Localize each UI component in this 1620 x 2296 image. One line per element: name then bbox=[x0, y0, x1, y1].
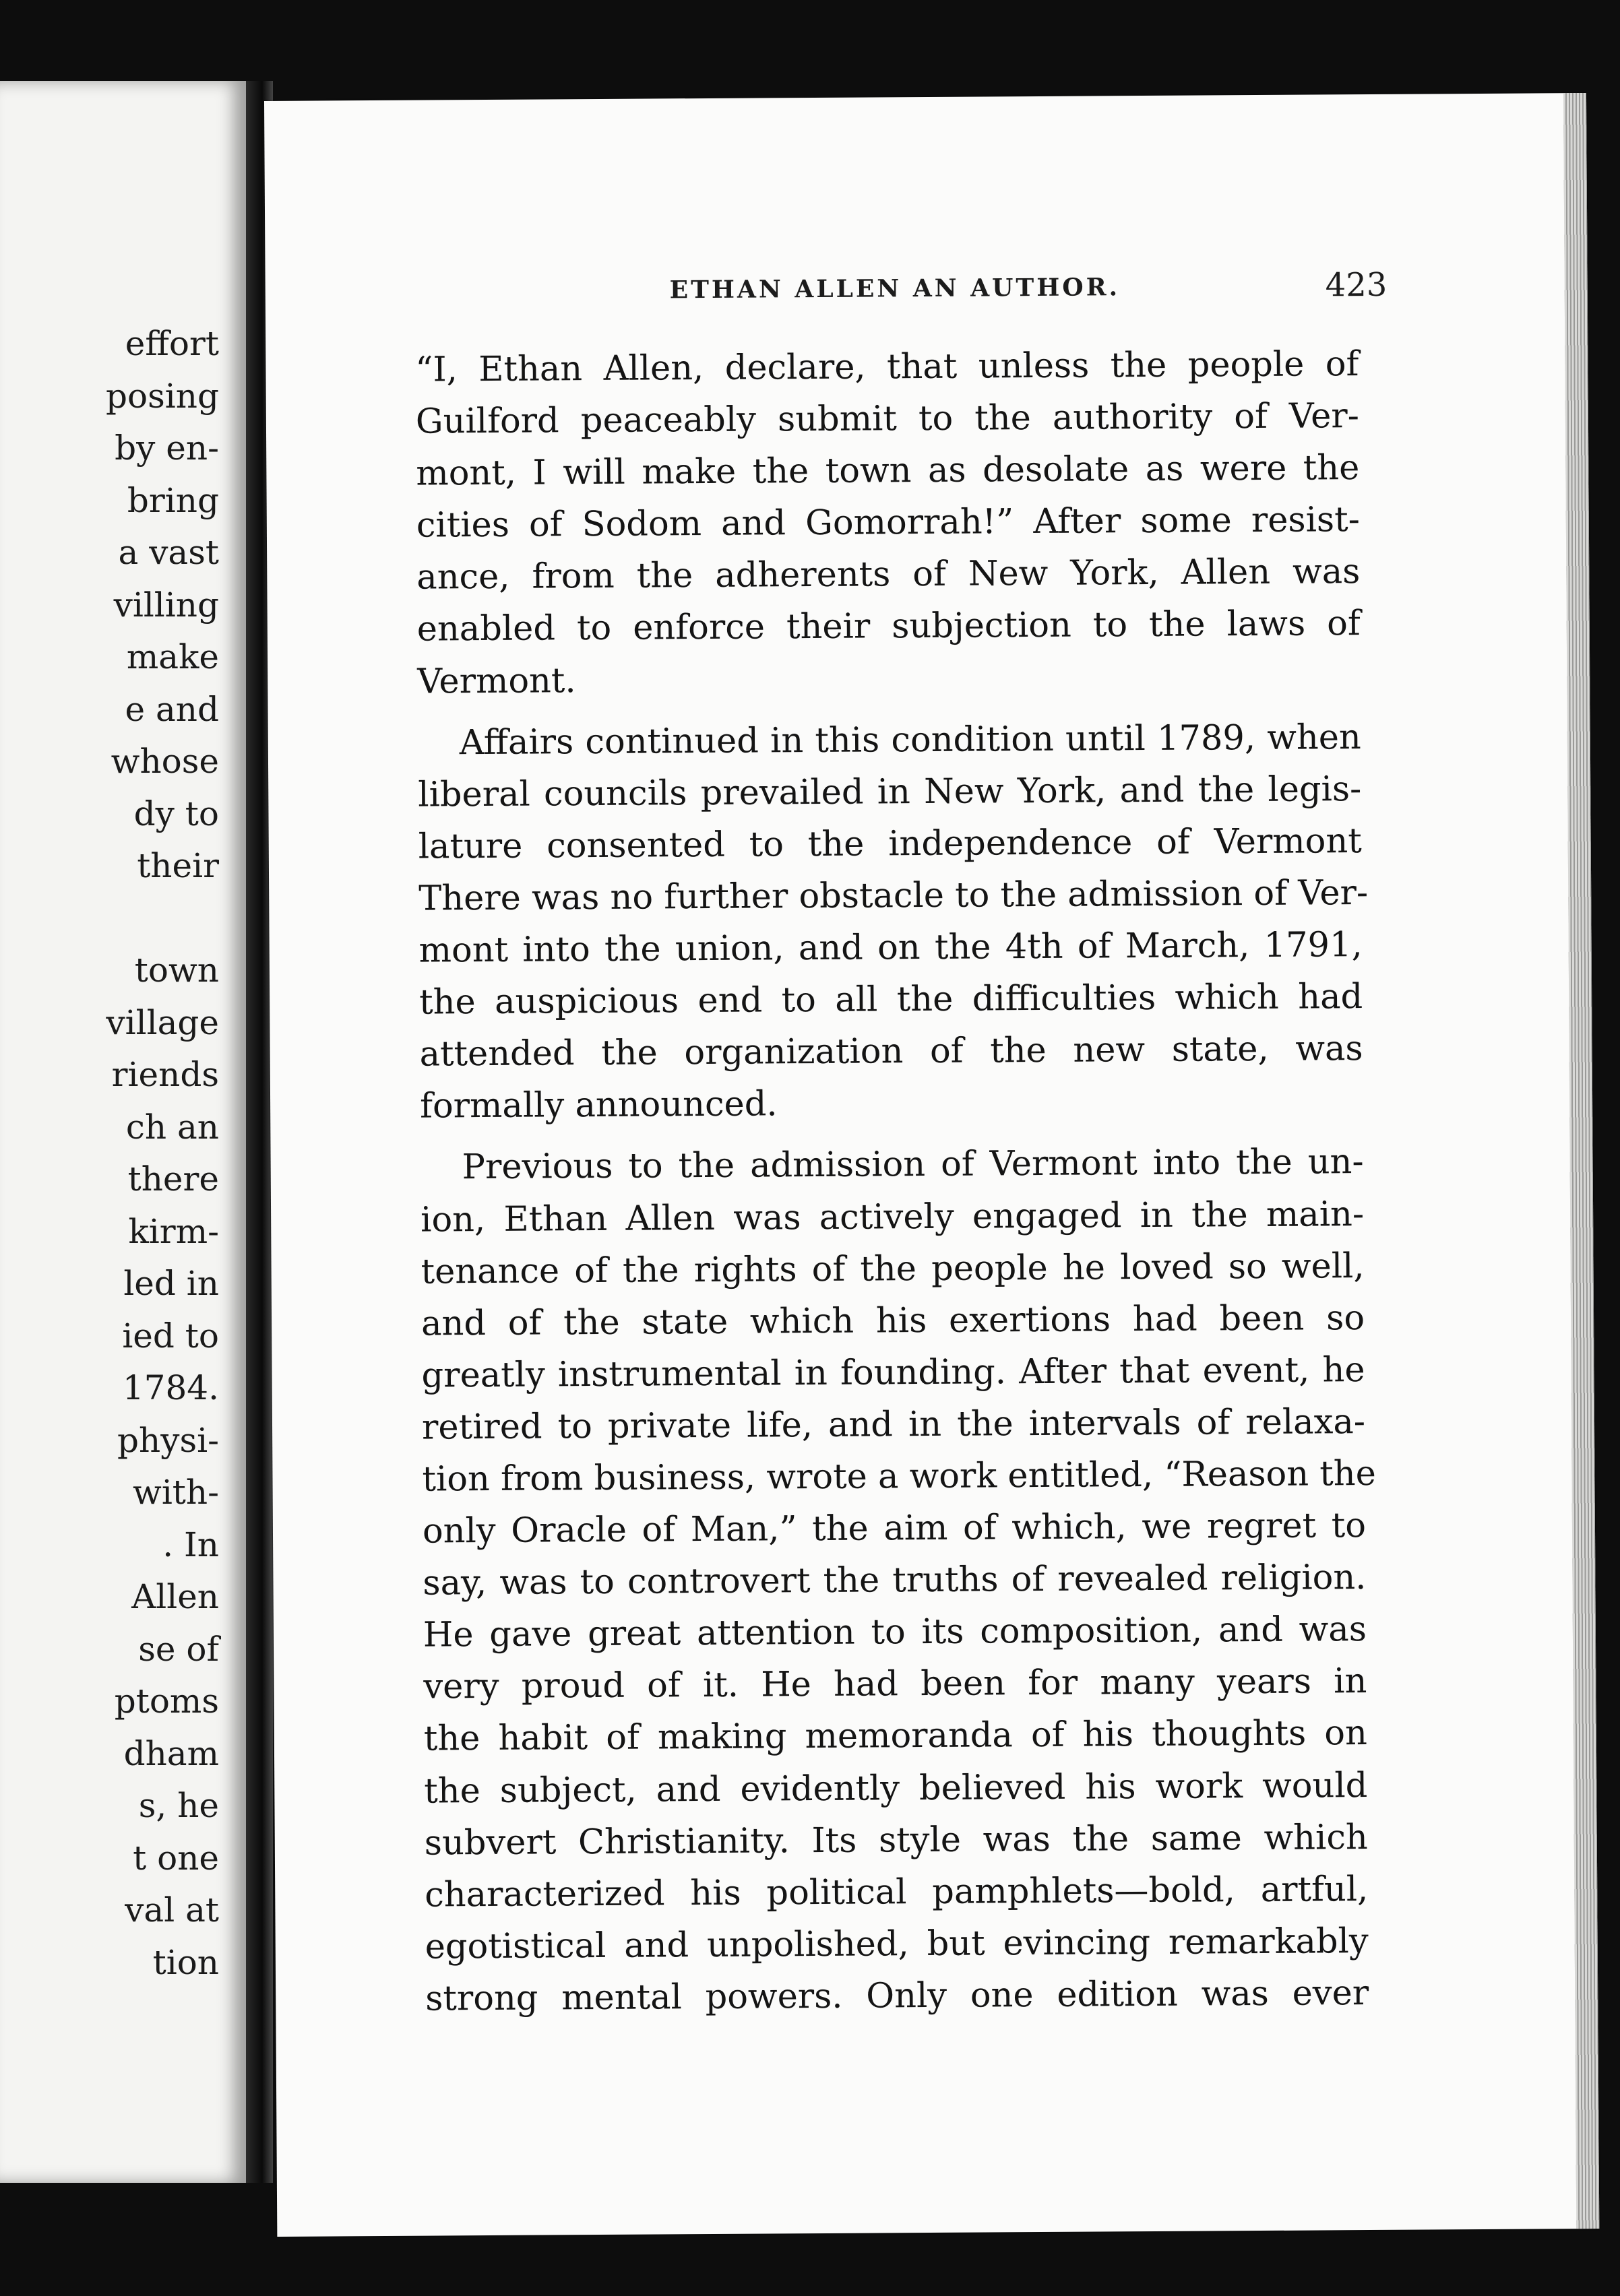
text-line: strong mental powers. Only one edition was ever bbox=[425, 1973, 1369, 2019]
left-line: there bbox=[127, 1159, 219, 1199]
text-line: Vermont. bbox=[417, 660, 576, 702]
left-line: make bbox=[126, 637, 219, 676]
text-line: Affairs continued in this condition until 1789, when bbox=[459, 717, 1361, 763]
left-line: posing bbox=[106, 376, 219, 416]
text-line: the habit of making memoranda of his thoughts on bbox=[423, 1713, 1368, 1760]
text-line: ance, from the adherents of New York, Allen was bbox=[416, 552, 1361, 598]
text-line: He gave great attention to its composition, and was bbox=[423, 1609, 1367, 1655]
left-line: dy to bbox=[133, 794, 219, 833]
left-line: town bbox=[134, 951, 219, 990]
text-line: Guilford peaceably submit to the authority of Ver- bbox=[415, 396, 1360, 442]
text-line: attended the organization of the new state, was bbox=[419, 1029, 1363, 1075]
text-line: tenance of the rights of the people he loved so well, bbox=[420, 1246, 1365, 1292]
left-page bbox=[0, 81, 246, 2183]
text-line: Previous to the admission of Vermont into the un- bbox=[462, 1142, 1364, 1188]
left-line: effort bbox=[125, 324, 219, 363]
left-line: kirm- bbox=[128, 1211, 219, 1251]
left-line: 1784. bbox=[122, 1368, 219, 1407]
text-line: very proud of it. He had been for many years in bbox=[423, 1661, 1367, 1707]
left-line: ptoms bbox=[114, 1682, 219, 1721]
left-line: dham bbox=[123, 1733, 219, 1773]
left-line: a vast bbox=[118, 533, 219, 572]
text-line: ion, Ethan Allen was actively engaged in the main- bbox=[420, 1194, 1365, 1240]
right-page bbox=[264, 93, 1599, 2237]
text-line: enabled to enforce their subjection to the laws of bbox=[416, 604, 1361, 650]
left-line: tion bbox=[152, 1942, 219, 1982]
left-line: riends bbox=[111, 1055, 219, 1094]
running-head bbox=[266, 265, 1588, 319]
text-line: “I, Ethan Allen, declare, that unless the people of bbox=[415, 344, 1359, 390]
text-line: cities of Sodom and Gomorrah!” After some resist- bbox=[416, 500, 1361, 546]
left-line: Allen bbox=[131, 1577, 219, 1616]
left-line: val at bbox=[125, 1890, 219, 1930]
page-edges bbox=[1563, 93, 1599, 2229]
text-line: characterized his political pamphlets—bold, artful, bbox=[425, 1869, 1369, 1915]
left-line: se of bbox=[138, 1629, 219, 1669]
left-line: . In bbox=[162, 1525, 219, 1564]
left-line: bring bbox=[127, 480, 219, 520]
text-line: the subject, and evidently believed his work would bbox=[424, 1765, 1368, 1812]
left-line: s, he bbox=[138, 1786, 219, 1825]
left-line: led in bbox=[123, 1264, 219, 1303]
left-line: with- bbox=[133, 1473, 219, 1512]
text-line: say, was to controvert the truths of revealed religion. bbox=[423, 1558, 1367, 1603]
left-line: whose bbox=[111, 742, 219, 781]
left-line: t one bbox=[133, 1838, 219, 1878]
left-line: by en- bbox=[115, 428, 219, 468]
text-line: lature consented to the independence of Vermont bbox=[418, 821, 1362, 867]
running-head-title: ETHAN ALLEN AN AUTHOR. bbox=[669, 273, 1121, 305]
text-line: mont into the union, and on the 4th of March, 1791, bbox=[418, 925, 1363, 971]
left-line: physi- bbox=[117, 1420, 219, 1460]
left-page-text bbox=[106, 318, 219, 1989]
text-line: only Oracle of Man,” the aim of which, we regret to bbox=[422, 1506, 1367, 1552]
text-line: liberal councils prevailed in New York, and the legis- bbox=[418, 769, 1362, 815]
text-line: formally announced. bbox=[419, 1084, 778, 1126]
text-line: egotistical and unpolished, but evincing remarkably bbox=[425, 1921, 1369, 1967]
text-line: subvert Christianity. Its style was the same which bbox=[424, 1817, 1368, 1863]
left-line: villing bbox=[113, 585, 219, 625]
left-line: e and bbox=[125, 689, 219, 729]
text-line: mont, I will make the town as desolate as were the bbox=[416, 448, 1360, 494]
left-line: ied to bbox=[122, 1316, 219, 1356]
text-line: There was no further obstacle to the admission of Ver- bbox=[418, 872, 1369, 919]
text-line: the auspicious end to all the difficulties which had bbox=[418, 977, 1363, 1023]
body-text bbox=[415, 338, 1377, 2025]
left-line: village bbox=[106, 1002, 219, 1042]
text-line: greatly instrumental in founding. After that event, he bbox=[421, 1349, 1365, 1396]
text-line: retired to private life, and in the intervals of relaxa- bbox=[421, 1401, 1366, 1448]
left-line bbox=[106, 893, 219, 945]
text-line: and of the state which his exertions had been so bbox=[420, 1298, 1365, 1344]
left-line: ch an bbox=[125, 1107, 219, 1147]
left-line: their bbox=[137, 846, 219, 885]
page-number: 423 bbox=[1325, 265, 1388, 305]
text-line: tion from business, wrote a work entitled, “Reason the bbox=[422, 1453, 1377, 1500]
